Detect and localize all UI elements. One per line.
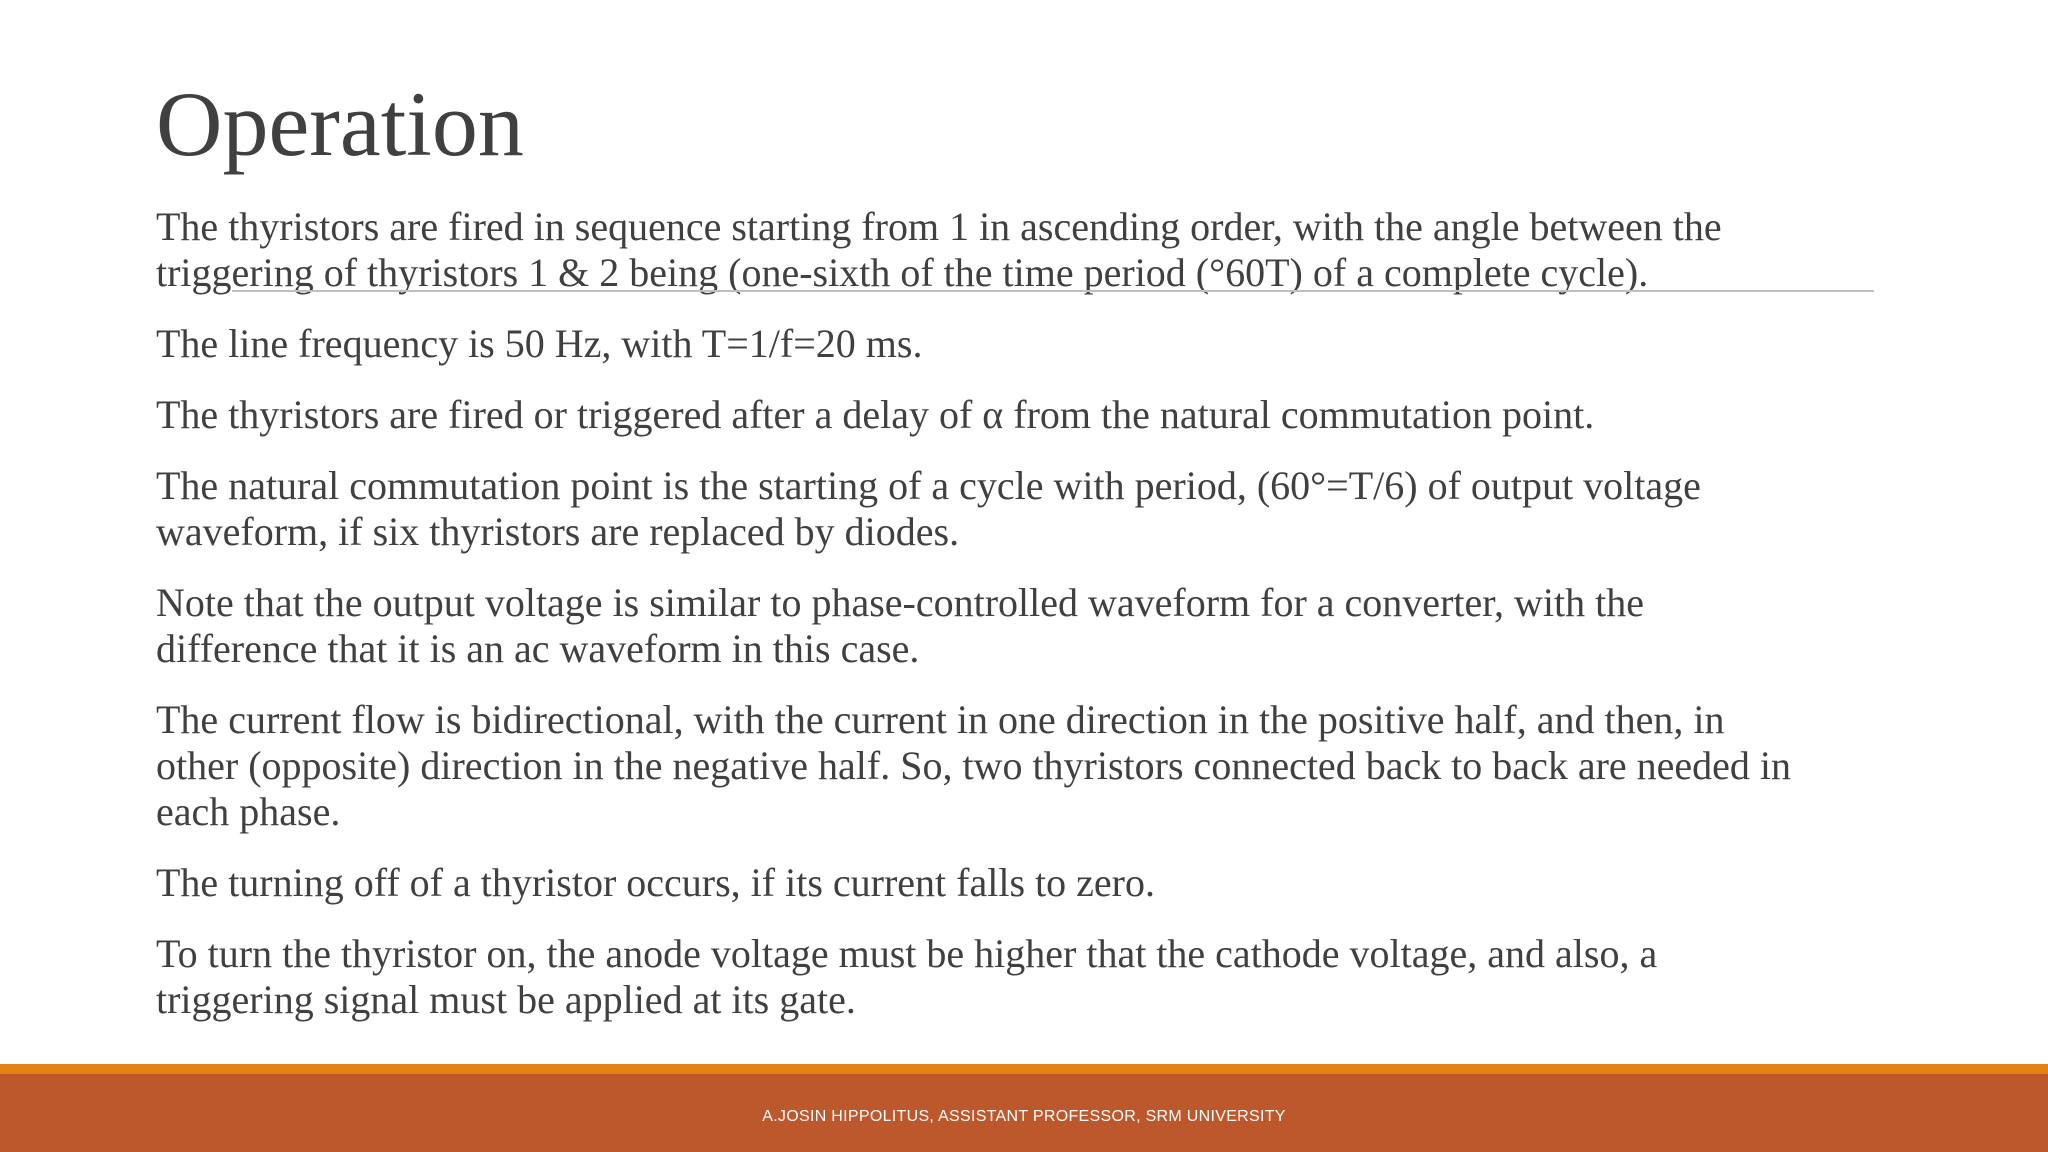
text-line: waveform, if six thyristors are replaced by diodes.	[156, 509, 960, 554]
text-line: other (opposite) direction in the negative half. So, two thyristors connected back to back are needed in	[156, 743, 1792, 788]
text-line: The natural commutation point is the starting of a cycle with period, (60°=T/6) of output voltage	[156, 463, 1701, 508]
paragraph	[156, 697, 1916, 835]
slide-title: Operation	[156, 73, 524, 175]
text-line: triggering signal must be applied at its gate.	[156, 977, 856, 1022]
slide-body	[156, 204, 1916, 1048]
text-line: The thyristors are fired in sequence starting from 1 in ascending order, with the angle between the	[156, 204, 1722, 249]
text-line: The line frequency is 50 Hz, with T=1/f=20 ms.	[156, 321, 923, 366]
text-line: difference that it is an ac waveform in this case.	[156, 626, 920, 671]
paragraph	[156, 392, 1916, 438]
text-line: triggering of thyristors 1 & 2 being (one-sixth of the time period (°60T) of a complete cycle).	[156, 250, 1649, 295]
paragraph	[156, 860, 1916, 906]
text-line: each phase.	[156, 789, 341, 834]
text-line: Note that the output voltage is similar to phase-controlled waveform for a converter, with the	[156, 580, 1644, 625]
paragraph	[156, 204, 1916, 296]
text-line: To turn the thyristor on, the anode voltage must be higher that the cathode voltage, and also, a	[156, 931, 1658, 976]
paragraph	[156, 463, 1916, 555]
text-line: The current flow is bidirectional, with the current in one direction in the positive half, and then, in	[156, 697, 1725, 742]
text-line: The turning off of a thyristor occurs, if its current falls to zero.	[156, 860, 1155, 905]
text-line: The thyristors are fired or triggered after a delay of α from the natural commutation point.	[156, 392, 1595, 437]
paragraph	[156, 931, 1916, 1023]
paragraph	[156, 321, 1916, 367]
footer-bar	[0, 1074, 2048, 1152]
divider-rule	[232, 290, 1874, 292]
paragraph	[156, 580, 1916, 672]
footer-text: A.JOSIN HIPPOLITUS, ASSISTANT PROFESSOR, SRM UNIVERSITY	[762, 1108, 1286, 1125]
accent-bar	[0, 1064, 2048, 1074]
